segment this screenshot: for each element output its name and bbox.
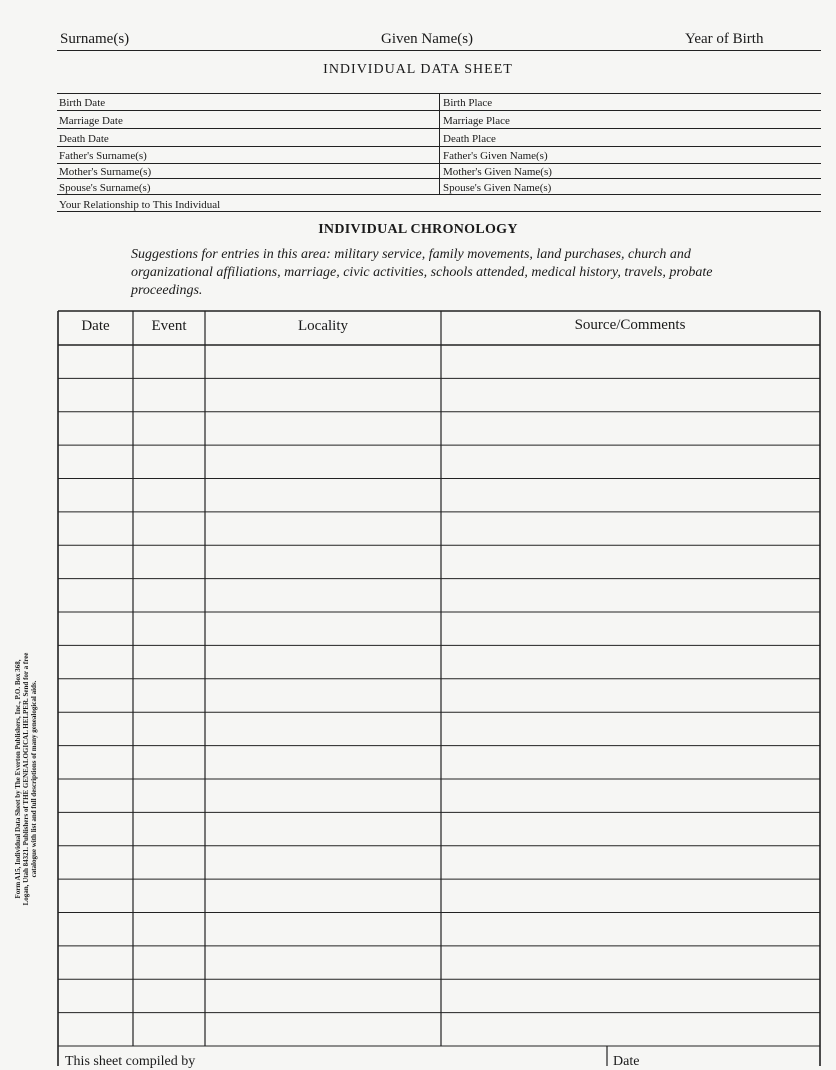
mother-given-name-label: Mother's Given Name(s) xyxy=(443,166,552,178)
footer-date-label: Date xyxy=(613,1054,640,1069)
father-given-name-label: Father's Given Name(s) xyxy=(443,150,548,162)
given-name-label: Given Name(s) xyxy=(381,31,474,47)
birth-date-label: Birth Date xyxy=(59,97,106,109)
publisher-side-note: Form A15, Individual Data Sheet by The Everton Publishers, Inc., P.O. Box 368, Logan, Utah 84321. Publishers of THE GENEALOGICAL HELPER. Send for a free catalogue with list and full descriptions of many genealogical aids. xyxy=(14,652,38,906)
father-surname-label: Father's Surname(s) xyxy=(59,150,147,162)
birth-place-label: Birth Place xyxy=(443,97,493,109)
spouse-surname-label: Spouse's Surname(s) xyxy=(59,182,151,194)
marriage-place-label: Marriage Place xyxy=(443,115,510,127)
death-date-label: Death Date xyxy=(59,133,109,145)
compiled-by-label: This sheet compiled by xyxy=(65,1054,196,1069)
col-header-source-comments: Source/Comments xyxy=(574,317,686,333)
year-of-birth-label: Year of Birth xyxy=(685,31,764,47)
death-place-label: Death Place xyxy=(443,133,496,145)
col-header-event: Event xyxy=(151,318,187,334)
marriage-date-label: Marriage Date xyxy=(59,115,123,127)
chronology-suggestions: Suggestions for entries in this area: military service, family movements, land purchases, church and organizational affiliations, marriage, civic activities, schools attended, medical history, travels, probate proceedings. xyxy=(131,247,713,298)
mother-surname-label: Mother's Surname(s) xyxy=(59,166,152,178)
surname-label: Surname(s) xyxy=(60,31,130,47)
relationship-label: Your Relationship to This Individual xyxy=(59,199,221,211)
spouse-given-name-label: Spouse's Given Name(s) xyxy=(443,182,552,194)
chronology-title: INDIVIDUAL CHRONOLOGY xyxy=(318,222,518,237)
header-rule xyxy=(57,50,821,51)
col-header-locality: Locality xyxy=(298,318,348,334)
vitals-rule xyxy=(57,194,821,195)
vitals-divider xyxy=(439,93,440,194)
document-title: INDIVIDUAL DATA SHEET xyxy=(323,62,513,77)
col-header-date: Date xyxy=(81,318,110,334)
